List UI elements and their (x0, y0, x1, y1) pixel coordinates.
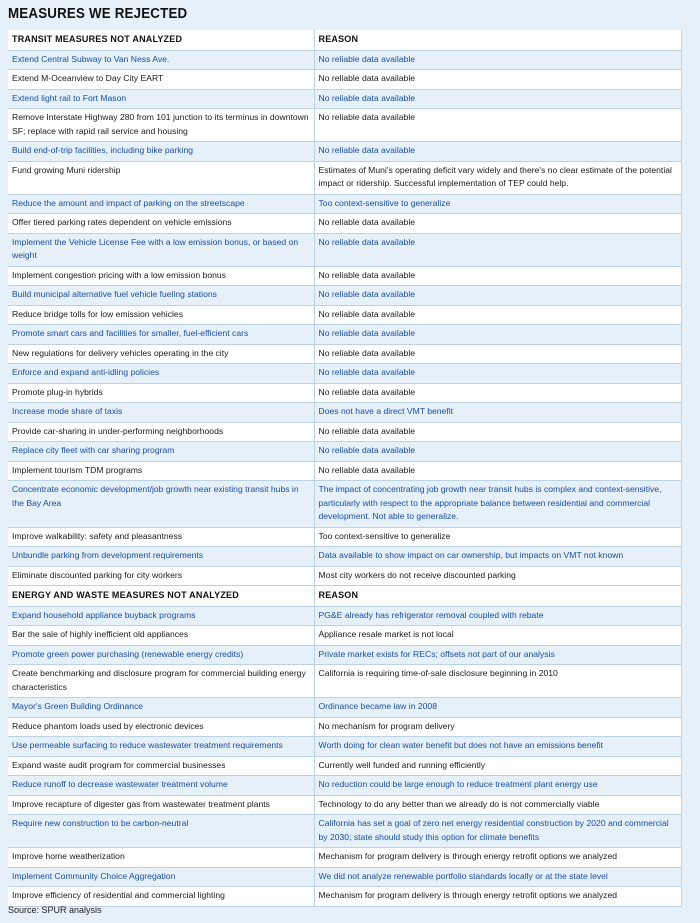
table-row (8, 403, 681, 423)
measure-cell: Implement the Vehicle License Fee with a low emission bonus, or based on weight (8, 233, 314, 266)
measure-cell: Require new construction to be carbon-neutral (8, 815, 314, 848)
reason-cell: No reliable data available (314, 89, 681, 109)
measure-cell: Reduce phantom loads used by electronic devices (8, 717, 314, 737)
reason-cell: The impact of concentrating job growth near transit hubs is complex and context-sensitive, particularly with respect to the appropriate balance between residential and commercial development. Not able to generalize. (314, 481, 681, 528)
table-row (8, 848, 681, 868)
table-row (8, 626, 681, 646)
reason-cell: No reliable data available (314, 70, 681, 90)
table-row (8, 344, 681, 364)
table-row (8, 698, 681, 718)
reason-cell: No reliable data available (314, 50, 681, 70)
reason-cell: No reliable data available (314, 364, 681, 384)
measure-cell: Improve recapture of digester gas from wastewater treatment plants (8, 795, 314, 815)
reason-cell: No reliable data available (314, 233, 681, 266)
measure-cell: Reduce runoff to decrease wastewater treatment volume (8, 776, 314, 796)
measure-cell: Implement congestion pricing with a low emission bonus (8, 266, 314, 286)
reason-cell: No reliable data available (314, 109, 681, 142)
reason-cell: Mechanism for program delivery is through energy retrofit options we analyzed (314, 887, 681, 907)
reason-cell: Most city workers do not receive discounted parking (314, 566, 681, 586)
measure-cell: Fund growing Muni ridership (8, 161, 314, 194)
table-row (8, 867, 681, 887)
table-row (8, 422, 681, 442)
measure-cell: Promote plug-in hybrids (8, 383, 314, 403)
table-row (8, 737, 681, 757)
table-row (8, 795, 681, 815)
measure-cell: Promote smart cars and facilities for smaller, fuel-efficient cars (8, 325, 314, 345)
table-row (8, 383, 681, 403)
measure-cell: Create benchmarking and disclosure program for commercial building energy characteristics (8, 665, 314, 698)
measure-cell: Eliminate discounted parking for city workers (8, 566, 314, 586)
table-row (8, 364, 681, 384)
reason-cell: Worth doing for clean water benefit but does not have an emissions benefit (314, 737, 681, 757)
reason-cell: No reliable data available (314, 142, 681, 162)
table-row (8, 606, 681, 626)
table-row (8, 887, 681, 907)
reason-cell: Estimates of Muni's operating deficit vary widely and there's no clear estimate of the potential impact or ridership. Successful implementation of TEP could help. (314, 161, 681, 194)
measure-cell: Increase mode share of taxis (8, 403, 314, 423)
reason-cell: California has set a goal of zero net energy residential construction by 2020 and commercial by 2030; state should study this option for climate benefits (314, 815, 681, 848)
measure-cell: Offer tiered parking rates dependent on vehicle emissions (8, 214, 314, 234)
table-row (8, 442, 681, 462)
section-header-row (8, 30, 681, 50)
measure-cell: Improve efficiency of residential and commercial lighting (8, 887, 314, 907)
measure-cell: Enforce and expand anti-idling policies (8, 364, 314, 384)
table-row (8, 461, 681, 481)
reason-cell: Private market exists for RECs; offsets not part of our analysis (314, 645, 681, 665)
reason-cell: No reliable data available (314, 344, 681, 364)
reason-cell: No reliable data available (314, 305, 681, 325)
table-row (8, 645, 681, 665)
reason-cell: Mechanism for program delivery is through energy retrofit options we analyzed (314, 848, 681, 868)
measure-cell: Improve home weatherization (8, 848, 314, 868)
table-row (8, 325, 681, 345)
measure-cell: Reduce bridge tolls for low emission vehicles (8, 305, 314, 325)
table-row (8, 233, 681, 266)
table-row (8, 717, 681, 737)
measure-cell: New regulations for delivery vehicles operating in the city (8, 344, 314, 364)
measure-cell: Bar the sale of highly inefficient old appliances (8, 626, 314, 646)
measure-column-header: TRANSIT MEASURES NOT ANALYZED (8, 30, 314, 50)
table-row (8, 547, 681, 567)
reason-column-header: REASON (314, 30, 681, 50)
reason-cell: Currently well funded and running efficiently (314, 756, 681, 776)
reason-cell: No reliable data available (314, 286, 681, 306)
reason-column-header: REASON (314, 586, 681, 607)
measure-cell: Implement Community Choice Aggregation (8, 867, 314, 887)
reason-cell: No mechanism for program delivery (314, 717, 681, 737)
table-row (8, 756, 681, 776)
reason-cell: No reliable data available (314, 214, 681, 234)
reason-cell: No reduction could be large enough to reduce treatment plant energy use (314, 776, 681, 796)
table-body (8, 30, 681, 906)
reason-cell: Technology to do any better than we already do is not commercially viable (314, 795, 681, 815)
measure-cell: Expand household appliance buyback programs (8, 606, 314, 626)
table-row (8, 266, 681, 286)
reason-cell: No reliable data available (314, 442, 681, 462)
reason-cell: No reliable data available (314, 461, 681, 481)
measure-cell: Remove Interstate Highway 280 from 101 junction to its terminus in downtown SF; replace with rapid rail service and housing (8, 109, 314, 142)
measure-cell: Promote green power purchasing (renewable energy credits) (8, 645, 314, 665)
table-row (8, 305, 681, 325)
table-row (8, 815, 681, 848)
table-row (8, 527, 681, 547)
measure-cell: Implement tourism TDM programs (8, 461, 314, 481)
rejected-measures-table (8, 30, 682, 907)
table-row (8, 161, 681, 194)
table-row (8, 665, 681, 698)
measure-cell: Expand waste audit program for commercial businesses (8, 756, 314, 776)
table-row (8, 776, 681, 796)
reason-cell: No reliable data available (314, 383, 681, 403)
table-row (8, 481, 681, 528)
table-row (8, 194, 681, 214)
reason-cell: Does not have a direct VMT benefit (314, 403, 681, 423)
measure-cell: Build end-of-trip facilities, including bike parking (8, 142, 314, 162)
measure-cell: Build municipal alternative fuel vehicle fueling stations (8, 286, 314, 306)
source-note: Source: SPUR analysis (8, 905, 102, 915)
measure-cell: Reduce the amount and impact of parking on the streetscape (8, 194, 314, 214)
measure-cell: Unbundle parking from development requirements (8, 547, 314, 567)
table-row (8, 142, 681, 162)
reason-cell: No reliable data available (314, 325, 681, 345)
table-row (8, 89, 681, 109)
measure-cell: Provide car-sharing in under-performing neighborhoods (8, 422, 314, 442)
measure-cell: Extend light rail to Fort Mason (8, 89, 314, 109)
measure-cell: Extend Central Subway to Van Ness Ave. (8, 50, 314, 70)
table-row (8, 70, 681, 90)
table-row (8, 566, 681, 586)
measure-cell: Mayor's Green Building Ordinance (8, 698, 314, 718)
reason-cell: No reliable data available (314, 266, 681, 286)
reason-cell: We did not analyze renewable portfolio standards locally or at the state level (314, 867, 681, 887)
table-row (8, 214, 681, 234)
reason-cell: California is requiring time-of-sale disclosure beginning in 2010 (314, 665, 681, 698)
table-row (8, 50, 681, 70)
table-row (8, 286, 681, 306)
measure-column-header: ENERGY AND WASTE MEASURES NOT ANALYZED (8, 586, 314, 607)
measure-cell: Extend M-Oceanview to Day City EART (8, 70, 314, 90)
measure-cell: Replace city fleet with car sharing program (8, 442, 314, 462)
reason-cell: Too context-sensitive to generalize (314, 527, 681, 547)
reason-cell: PG&E already has refrigerator removal coupled with rebate (314, 606, 681, 626)
page-title: MEASURES WE REJECTED (8, 6, 188, 22)
reason-cell: Ordinance became law in 2008 (314, 698, 681, 718)
measure-cell: Use permeable surfacing to reduce wastewater treatment requirements (8, 737, 314, 757)
section-header-row (8, 586, 681, 607)
reason-cell: Data available to show impact on car ownership, but impacts on VMT not known (314, 547, 681, 567)
reason-cell: No reliable data available (314, 422, 681, 442)
table-row (8, 109, 681, 142)
reason-cell: Too context-sensitive to generalize (314, 194, 681, 214)
measure-cell: Concentrate economic development/job growth near existing transit hubs in the Bay Area (8, 481, 314, 528)
measure-cell: Improve walkability: safety and pleasantness (8, 527, 314, 547)
reason-cell: Appliance resale market is not local (314, 626, 681, 646)
